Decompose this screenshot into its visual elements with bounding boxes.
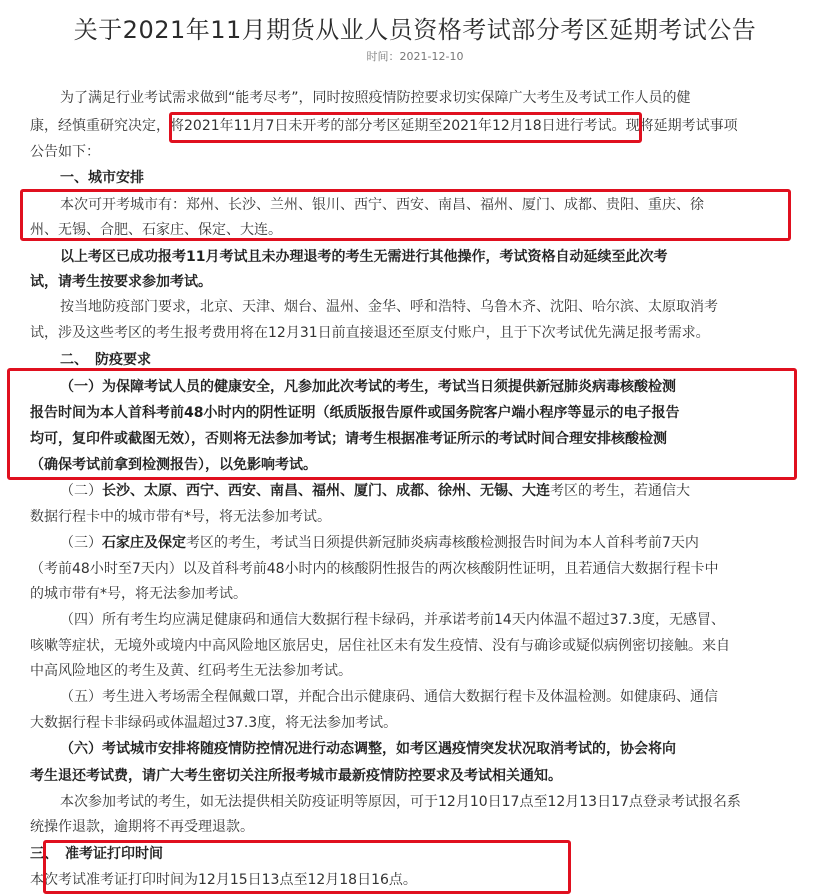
rule-5-line-2: 大数据行程卡非绿码或体温超过37.3度，将无法参加考试。	[30, 715, 398, 731]
notice-title: 关于2021年11月期货从业人员资格考试部分考区延期考试公告	[73, 16, 757, 44]
refund-line-2: 统操作退款，逾期将不再受理退款。	[30, 819, 254, 835]
intro-line-1: 为了满足行业考试需求做到“能考尽考”，同时按照疫情防控要求切实保障广大考生及考试工作人员的健	[60, 90, 691, 106]
rule-3-line-2: （考前48小时至7天内）以及首科考前48小时内的核酸阴性报告的两次核酸阴性证明，且若通信大数据行程卡中	[30, 561, 719, 577]
rule-6-line-2: 考生退还考试费，请广大考生密切关注所报考城市最新疫情防控要求及考试相关通知。	[30, 768, 562, 784]
intro-line-2-a: 康，经慎重研究决定，	[30, 118, 170, 134]
rule-6-line-1: （六）考试城市安排将随疫情防控情况进行动态调整，如考区遇疫情突发状况取消考试的，协会将向	[60, 741, 676, 757]
rule-1-line-4: （确保考试前拿到检测报告），以免影响考试。	[30, 457, 317, 473]
rule-5-line-1: （五）考生进入考场需全程佩戴口罩，并配合出示健康码、通信大数据行程卡及体温检测。如健康码、通信	[60, 689, 718, 705]
refund-line-1: 本次参加考试的考生，如无法提供相关防疫证明等原因，可于12月10日17点至12月13日17点登录考试报名系	[60, 794, 741, 810]
rule-4-line-2: 咳嗽等症状，无境外或境内中高风险地区旅居史，居住社区未有发生疫情、没有与确诊或疑似病例密切接触。来自	[30, 638, 730, 654]
section-2-heading: 二、 防疫要求	[60, 352, 151, 368]
rule-4-line-3: 中高风险地区的考生及黄、红码考生无法参加考试。	[30, 663, 352, 679]
intro-line-2-c: 现将延期考试事项	[625, 118, 738, 134]
rule-3-line-3: 的城市带有*号，将无法参加考试。	[30, 586, 247, 602]
admission-print-time: 本次考试准考证打印时间为12月15日13点至12月18日16点。	[30, 872, 417, 888]
cancellation-line-1: 按当地防疫部门要求，北京、天津、烟台、温州、金华、呼和浩特、乌鲁木齐、沈阳、哈尔滨、太原取消考	[60, 299, 718, 315]
rule-2-line-1	[60, 479, 830, 503]
section-1-heading: 一、城市安排	[60, 170, 144, 186]
rule-1-line-1: （一）为保障考试人员的健康安全，凡参加此次考试的考生，考试当日须提供新冠肺炎病毒核酸检测	[60, 379, 676, 395]
registration-note-line-2: 试，请考生按要求参加考试。	[30, 274, 212, 290]
rule-1-line-2: 报告时间为本人首科考前48小时内的阴性证明（纸质版报告原件或国务院客户端小程序等显示的电子报告	[30, 405, 680, 421]
registration-note-line-1: 以上考区已成功报考11月考试且未办理退考的考生无需进行其他操作，考试资格自动延续至此次考	[60, 249, 668, 265]
rule-2-prefix: （二）	[60, 483, 102, 499]
rule-3-suffix: 考区的考生，考试当日须提供新冠肺炎病毒核酸检测报告时间为本人首科考前7天内	[186, 535, 699, 551]
rule-4-line-1: （四）所有考生均应满足健康码和通信大数据行程卡绿码，并承诺考前14天内体温不超过37.3度，无感冒、	[60, 612, 725, 628]
cities-line-1: 本次可开考城市有：郑州、长沙、兰州、银川、西宁、西安、南昌、福州、厦门、成都、贵阳、重庆、徐	[60, 197, 704, 213]
postponement-statement: 将2021年11月7日未开考的部分考区延期至2021年12月18日进行考试。	[170, 118, 626, 134]
cancellation-line-2: 试，涉及这些考区的考生报考费用将在12月31日前直接退还至原支付账户，且于下次考试优先满足报考需求。	[30, 325, 710, 341]
rule-3-cities: 石家庄及保定	[102, 535, 186, 551]
rule-2-cities: 长沙、太原、西宁、西安、南昌、福州、厦门、成都、徐州、无锡、大连	[102, 483, 550, 499]
rule-3-line-1	[60, 531, 830, 555]
intro-line-3: 公告如下：	[30, 144, 100, 160]
rule-2-line-2: 数据行程卡中的城市带有*号，将无法参加考试。	[30, 509, 331, 525]
section-3-heading: 三、 准考证打印时间	[30, 846, 163, 862]
intro-line-2	[30, 114, 802, 138]
rule-3-prefix: （三）	[60, 535, 102, 551]
cities-line-2: 州、无锡、合肥、石家庄、保定、大连。	[30, 222, 282, 238]
rule-1-line-3: 均可，复印件或截图无效），否则将无法参加考试；请考生根据准考证所示的考试时间合理安排核酸检测	[30, 431, 667, 447]
publish-date: 时间：2021-12-10	[366, 50, 464, 63]
rule-2-suffix: 考区的考生，若通信大	[550, 483, 690, 499]
